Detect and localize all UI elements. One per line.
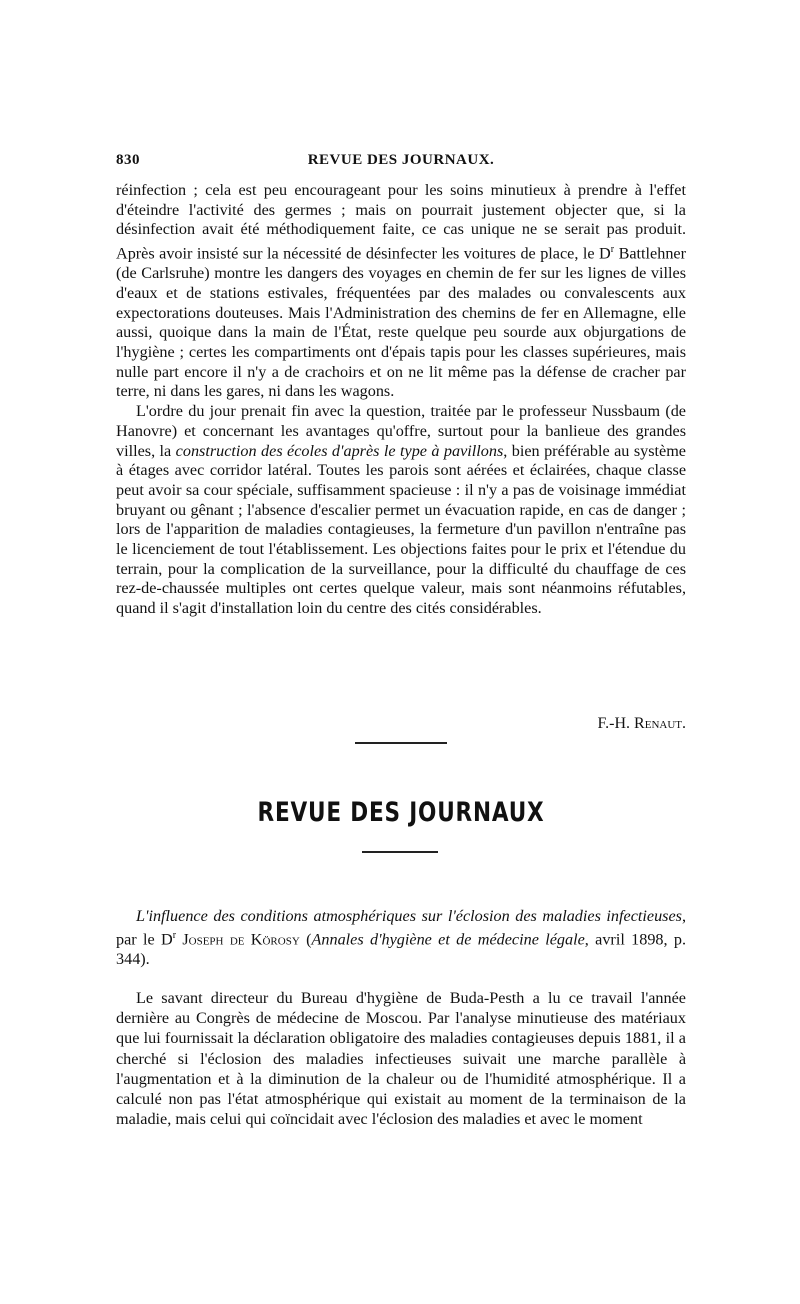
separator-rule bbox=[355, 742, 447, 744]
superscript: r bbox=[172, 930, 177, 941]
article-body bbox=[116, 988, 686, 1129]
article-paragraph: Le savant directeur du Bureau d'hygiène de Buda-Pesth a lu ce travail l'année dernière au Congrès de médecine de Moscou. Par l'analyse minutieuse des matériaux que lui fournissait la déclaration obligatoire des maladies contagieuses depuis 1881, il a cherché si l'éclosion des maladies infectieuses suivait une marche parallèle à l'augmentation et à la diminution de la chaleur ou de l'humidité atmosphérique. Il a calculé non pas l'état atmosphérique qui existait au moment de la terminaison de la maladie, mais celui qui coïncidait avec l'éclosion des maladies et avec le moment bbox=[116, 989, 686, 1129]
paragraph-text: réinfection ; cela est peu encourageant pour les soins minutieux à prendre à l'effet d'éteindre l'activité des germes ; mais on pourrait justement objecter que, si la désinfection avait été méthodiquement faite, ce cas unique ne se serait pas produit. Après avoir insisté sur la nécessité de désinfecter les voitures de place, le D bbox=[116, 181, 686, 263]
article-heading bbox=[116, 906, 686, 969]
paragraph-text: , bien préférable au système à étages avec corridor latéral. Toutes les parois sont aérées et éclairées, chaque classe peut avoir sa cour spéciale, suffisamment spacieuse : il n'y a pas de voisinage immédiat bruyant ou gênant ; l'absence d'escalier permet un évacuation rapide, en cas de danger ; lors de l'apparition de maladies contagieuses, la fermeture d'un pavillon n'entraîne pas le licenciement de tout l'établissement. Les objections faites pour le prix et l'étendue du terrain, pour la complication de la surveillance, pour la difficulté du chauffage de ces rez-de-chaussée multiples ont certes quelque valeur, mais sont néanmoins réfutables, quand il s'agit d'installation loin du centre des cités considérables. bbox=[116, 441, 686, 618]
running-header bbox=[116, 152, 686, 174]
signature-text: F.-H. Renaut. bbox=[597, 715, 686, 732]
author-signature bbox=[116, 714, 686, 734]
title-rule bbox=[362, 851, 438, 853]
page-number: 830 bbox=[116, 152, 140, 168]
superscript: r bbox=[610, 244, 615, 256]
running-title: REVUE DES JOURNAUX. bbox=[307, 152, 495, 168]
article-source: Annales d'hygiène et de médecine légale bbox=[311, 930, 585, 949]
italic-phrase: construction des écoles d'après le type à pavillons bbox=[175, 441, 504, 460]
paragraph-text: L'ordre du jour prenait fin avec la question, traitée par le professeur Nussbaum (de Hanovre) et concernant les avantages qu'offre, surtout pour la banlieue des grandes villes, la bbox=[116, 402, 686, 460]
paragraph-text: Battlehner (de Carlsruhe) montre les dangers des voyages en chemin de fer sur les lignes de villes d'eaux et de stations estivales, fréquentées par des malades ou convalescents aux expectorations douteuses. Mais l'Administration des chemins de fer en Allemagne, elle aussi, quoique dans la main de l'État, reste quelque peu sourde aux objurgations de l'hygiène ; certes les compartiments ont d'épais tapis pour les classes supérieures, mais nulle part encore il n'y a de crachoirs et on ne lit même pas la défense de cracher par terre, ni dans les gares, ni dans les wagons. bbox=[116, 244, 686, 401]
article-title: L'influence des conditions atmosphériques sur l'éclosion des maladies infectieuses bbox=[136, 907, 682, 925]
continued-article bbox=[116, 181, 686, 619]
article-author: Joseph de Körosy bbox=[176, 930, 300, 949]
paragraph-schools bbox=[116, 402, 686, 619]
article-paren: ( bbox=[299, 930, 312, 949]
article-citation: , avril 1898, p. 344). bbox=[116, 930, 687, 969]
paragraph-reinfection bbox=[116, 181, 686, 402]
section-title: REVUE DES JOURNAUX bbox=[257, 797, 545, 828]
article-by: , par le D bbox=[116, 907, 686, 949]
